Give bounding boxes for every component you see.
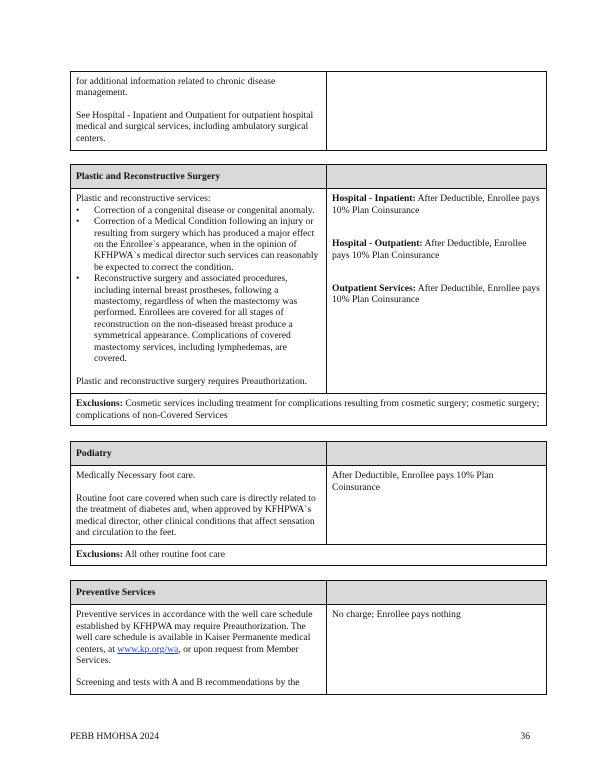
intro-text: Plastic and reconstructive services: xyxy=(76,193,211,205)
section-header-row xyxy=(71,581,546,604)
coverage-item: Outpatient Services: After Deductible, Enrollee pays 10% Plan Coinsurance xyxy=(332,283,540,306)
section-header-blank xyxy=(327,581,546,604)
coverage-cell xyxy=(327,189,546,393)
exclusions-text: All other routine foot care xyxy=(122,549,225,561)
exclusions-label: Exclusions: xyxy=(76,549,123,561)
benefit-description xyxy=(71,466,327,544)
kp-website-link[interactable]: www.kp.org/wa xyxy=(117,643,179,655)
coverage-cell: No charge; Enrollee pays nothing xyxy=(332,609,461,621)
section-title: Preventive Services xyxy=(71,581,327,604)
section-header-row xyxy=(71,165,546,188)
benefit-paragraph: Preventive services in accordance with the well care schedule established by KFHPWA may require Preauthorization. The well care schedule is available in Kaiser Permanente medical centers, at www.kp.org/wa, or upon request from Member Services. xyxy=(76,609,313,667)
preauth-note: Plastic and reconstructive surgery requires Preauthorization. xyxy=(76,375,308,387)
page-footer xyxy=(70,731,530,742)
benefit-row xyxy=(71,604,546,694)
preventive-table xyxy=(70,580,547,695)
continuation-paragraph: for additional information related to chronic disease management. xyxy=(76,76,276,99)
coverage-item: Hospital - Inpatient: After Deductible, Enrollee pays 10% Plan Coinsurance xyxy=(332,193,540,216)
exclusions-row xyxy=(71,544,546,564)
bullet-icon: • xyxy=(76,216,80,228)
coverage-item: Hospital - Outpatient: After Deductible, Enrollee pays 10% Plan Coinsurance xyxy=(332,238,527,261)
continuation-right-cell xyxy=(327,72,546,150)
benefit-paragraph: Screening and tests with A and B recommendations by the xyxy=(76,677,300,689)
plastic-surgery-table xyxy=(70,164,547,426)
services-list xyxy=(76,205,321,365)
section-title: Podiatry xyxy=(71,442,327,465)
benefit-description xyxy=(71,605,327,694)
list-item: • Correction of a congenital disease or congenital anomaly. xyxy=(76,204,315,216)
page-number: 36 xyxy=(520,731,530,742)
benefit-description xyxy=(71,189,327,393)
exclusions-row xyxy=(71,393,546,425)
section-title: Plastic and Reconstructive Surgery xyxy=(71,165,327,188)
continuation-paragraph: See Hospital - Inpatient and Outpatient for outpatient hospital medical and surgical services, including ambulatory surgical centers. xyxy=(76,109,314,144)
benefit-paragraph: Medically Necessary foot care. xyxy=(76,470,196,482)
bullet-icon: • xyxy=(76,204,80,216)
document-name: PEBB HMOHSA 2024 xyxy=(70,731,160,742)
section-header-blank xyxy=(327,442,546,465)
list-item: • Correction of a Medical Condition following an injury or resulting from surgery which has produced a major effect on the Enrollee`s appearance, when in the opinion of KFHPWA`s medical director such services can reasonably be expected to correct the condition. xyxy=(76,216,319,273)
podiatry-table xyxy=(70,441,547,566)
bullet-icon: • xyxy=(76,273,80,285)
coverage-cell: After Deductible, Enrollee pays 10% Plan Coinsurance xyxy=(332,470,494,493)
exclusions-text: Cosmetic services including treatment for complications resulting from cosmetic surgery; cosmetic surgery; complications of non-Covered Services xyxy=(76,398,540,421)
continuation-row xyxy=(71,72,546,150)
section-header-blank xyxy=(327,165,546,188)
exclusions-cell xyxy=(71,394,546,425)
benefit-row xyxy=(71,188,546,393)
benefit-paragraph: Routine foot care covered when such care is directly related to the treatment of diabetes and, when approved by KFHPWA`s medical director, other clinical conditions that affect sensation and circulation to the feet. xyxy=(76,492,316,539)
continuation-table xyxy=(70,71,547,151)
list-item: • Reconstructive surgery and associated procedures, including internal breast prostheses, following a mastectomy, regardless of when the mastectomy was performed. Enrollees are covered for all stages of reconstruction on the non-diseased breast produce a symmetrical appearance. Complications of covered mastectomy services, including lymphedemas, are covered. xyxy=(76,273,298,365)
continuation-left-cell xyxy=(71,72,327,150)
exclusions-cell xyxy=(71,545,546,564)
benefit-row xyxy=(71,465,546,544)
exclusions-label: Exclusions: xyxy=(76,398,123,410)
section-header-row xyxy=(71,442,546,465)
